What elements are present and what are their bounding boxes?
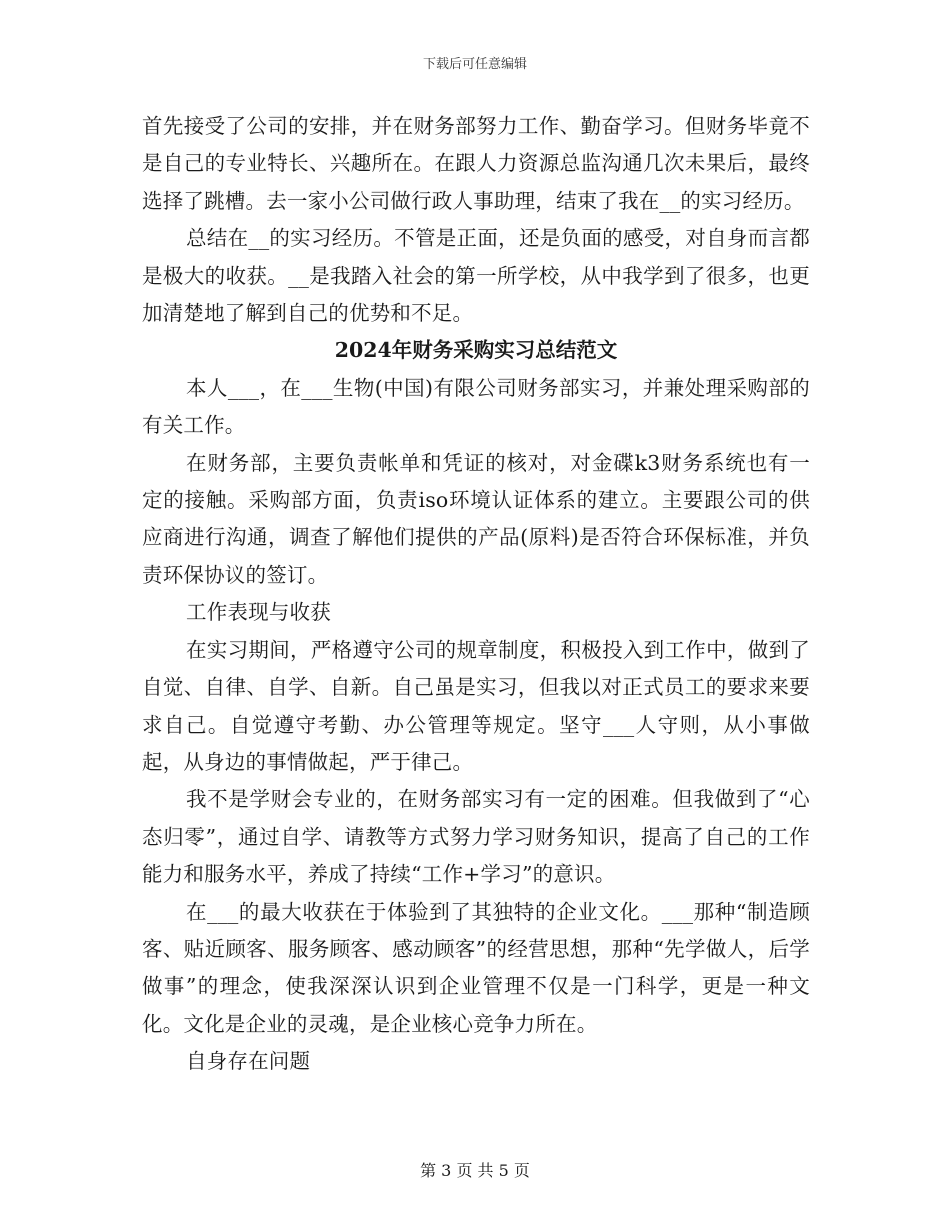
paragraph-discipline: 在实习期间，严格遵守公司的规章制度，积极投入到工作中，做到了自觉、自律、自学、自新。自己虽是实习，但我以对正式员工的要求来要求自己。自觉遵守考勤、办公管理等规定。坚守___人守则，从小事做起，从身边的事情做起，严于律己。 <box>142 637 810 774</box>
document-body <box>142 108 810 1081</box>
paragraph-learning: 我不是学财会专业的，在财务部实习有一定的困难。但我做到了“心态归零”，通过自学、请教等方式努力学习财务知识，提高了自己的工作能力和服务水平，养成了持续“工作+学习”的意识。 <box>142 787 810 887</box>
section-title: 2024年财务采购实习总结范文 <box>334 338 618 363</box>
paragraph-continuation: 首先接受了公司的安排，并在财务部努力工作、勤奋学习。但财务毕竟不是自己的专业特长、兴趣所在。在跟人力资源总监沟通几次未果后，最终选择了跳槽。去一家小公司做行政人事助理，结束了我在__的实习经历。 <box>142 114 810 213</box>
paragraph-duties: 在财务部，主要负责帐单和凭证的核对，对金碟k3财务系统也有一定的接触。采购部方面，负责iso环境认证体系的建立。主要跟公司的供应商进行沟通，调查了解他们提供的产品(原料)是否符合环保标准，并负责环保协议的签订。 <box>142 450 810 587</box>
paragraph-intro: 本人___，在___生物(中国)有限公司财务部实习，并兼处理采购部的有关工作。 <box>142 375 810 438</box>
page-number: 第 3 页 共 5 页 <box>420 1161 530 1180</box>
subheading-performance: 工作表现与收获 <box>186 600 331 625</box>
page-header-note: 下载后可任意编辑 <box>422 57 527 72</box>
subheading-problems: 自身存在问题 <box>186 1049 311 1074</box>
paragraph-summary: 总结在__的实习经历。不管是正面，还是负面的感受，对自身而言都是极大的收获。__是我踏入社会的第一所学校，从中我学到了很多，也更加清楚地了解到自己的优势和不足。 <box>142 226 810 326</box>
paragraph-culture: 在___的最大收获在于体验到了其独特的企业文化。___那种“制造顾客、贴近顾客、服务顾客、感动顾客”的经营思想，那种“先学做人，后学做事”的理念，使我深深认识到企业管理不仅是一门科学，更是一种文化。文化是企业的灵魂，是企业核心竞争力所在。 <box>142 899 810 1036</box>
